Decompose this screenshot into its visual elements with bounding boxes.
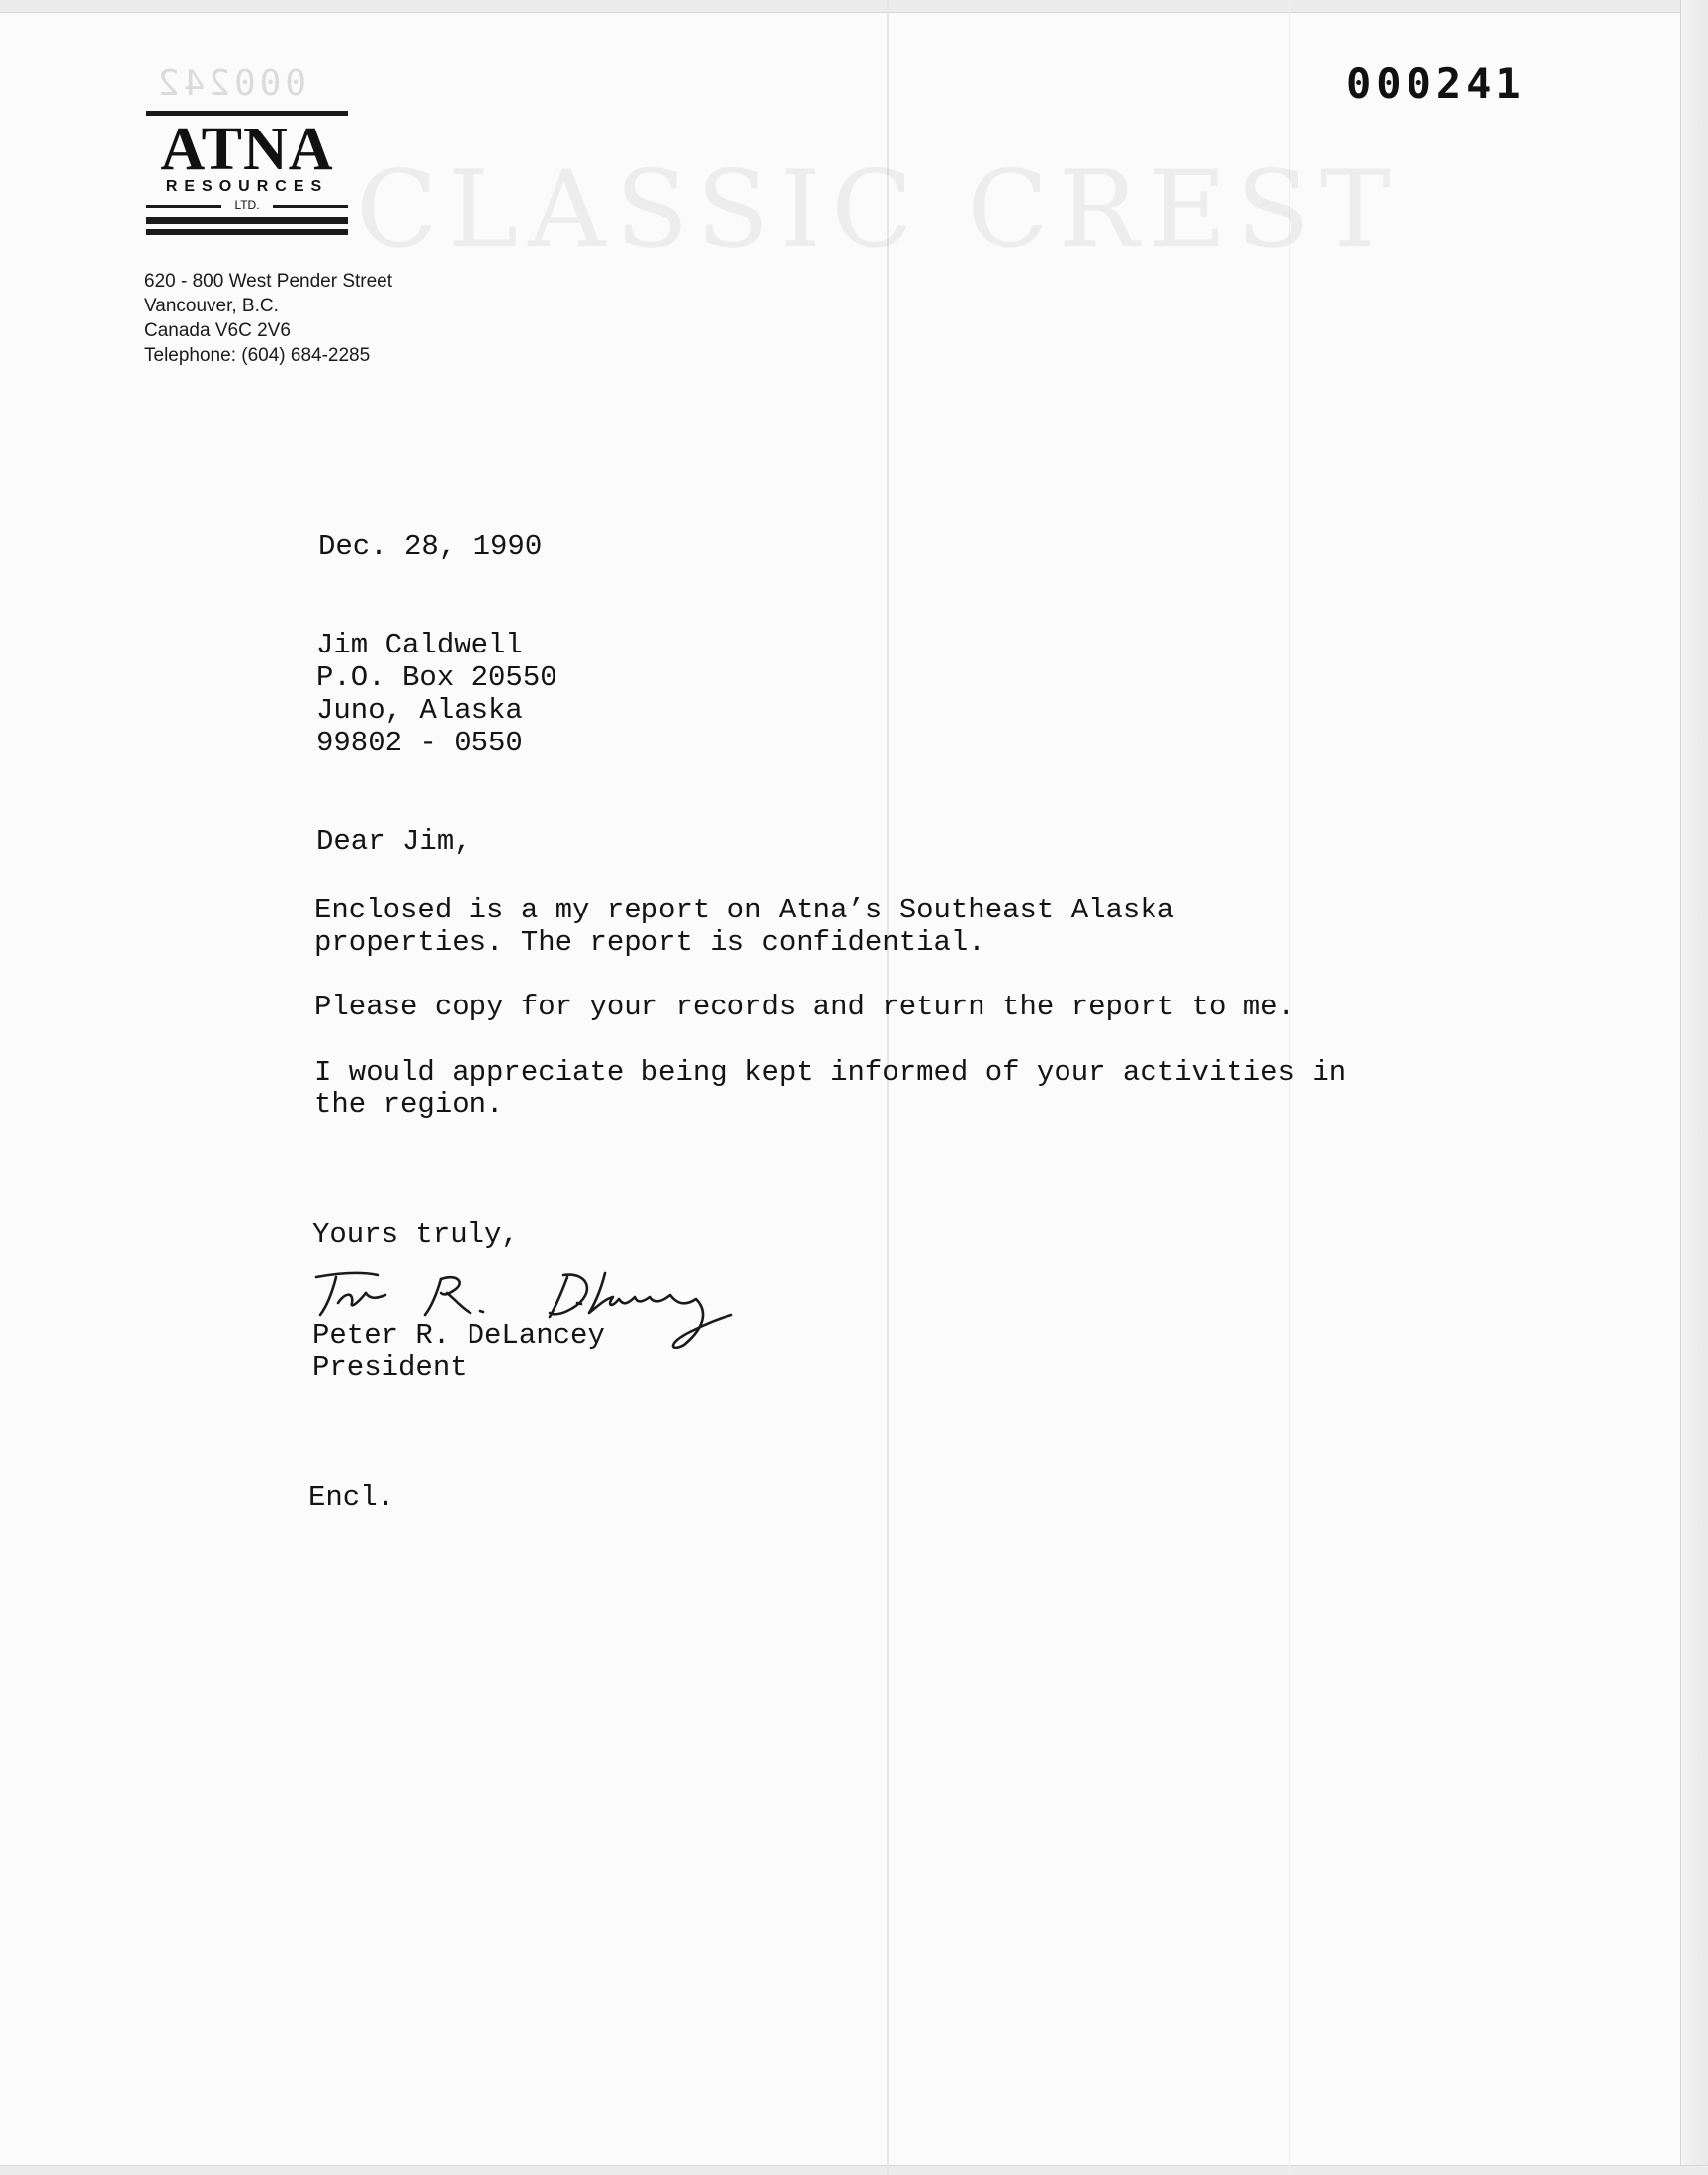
company-logo <box>146 111 348 235</box>
signer-block <box>312 1319 605 1384</box>
document-number: 000241 <box>1346 59 1526 108</box>
letter-date: Dec. 28, 1990 <box>318 530 543 563</box>
signer-name: Peter R. DeLancey <box>312 1319 605 1351</box>
scan-edge-bottom <box>0 2165 1708 2175</box>
paragraph-line: I would appreciate being kept informed of your activities in <box>314 1056 1347 1088</box>
recipient-line: Juno, Alaska <box>316 694 523 727</box>
paragraph-line: Enclosed is a my report on Atna’s Southeast Alaska <box>314 894 1175 926</box>
logo-bottom-bar-2 <box>146 229 348 235</box>
address-line: Canada V6C 2V6 <box>144 320 291 341</box>
recipient-line: Jim Caldwell <box>316 629 523 661</box>
bleed-through-number: 000242 <box>154 63 307 104</box>
scan-edge-right <box>1680 0 1708 2175</box>
enclosure-note: Encl. <box>308 1481 395 1514</box>
recipient-line: 99802 - 0550 <box>316 727 523 759</box>
body-paragraph <box>314 991 1295 1023</box>
closing: Yours truly, <box>312 1218 519 1251</box>
logo-suffix-text: LTD. <box>230 198 263 212</box>
body-paragraph <box>314 894 1174 959</box>
paragraph-line: Please copy for your records and return the report to me. <box>314 991 1295 1023</box>
logo-subtitle: RESOURCES <box>165 178 329 195</box>
paragraph-line: properties. The report is confidential. <box>314 926 985 959</box>
logo-ltd-rule-right <box>273 205 348 208</box>
logo-bottom-bar <box>146 218 348 224</box>
address-line: 620 - 800 West Pender Street <box>144 271 393 292</box>
logo-wordmark: ATNA <box>160 116 334 183</box>
address-line: Vancouver, B.C. <box>144 296 279 316</box>
signer-title: President <box>312 1351 468 1384</box>
recipient-line: P.O. Box 20550 <box>316 661 557 694</box>
address-line: Telephone: (604) 684-2285 <box>144 345 371 366</box>
paper-watermark: CLASSIC CREST <box>356 148 1401 272</box>
letterhead-address <box>144 269 392 368</box>
scan-edge-top <box>0 0 1708 13</box>
body-paragraph <box>314 1056 1346 1121</box>
salutation: Dear Jim, <box>316 826 471 858</box>
paragraph-line: the region. <box>314 1088 504 1121</box>
recipient-block <box>316 629 557 759</box>
